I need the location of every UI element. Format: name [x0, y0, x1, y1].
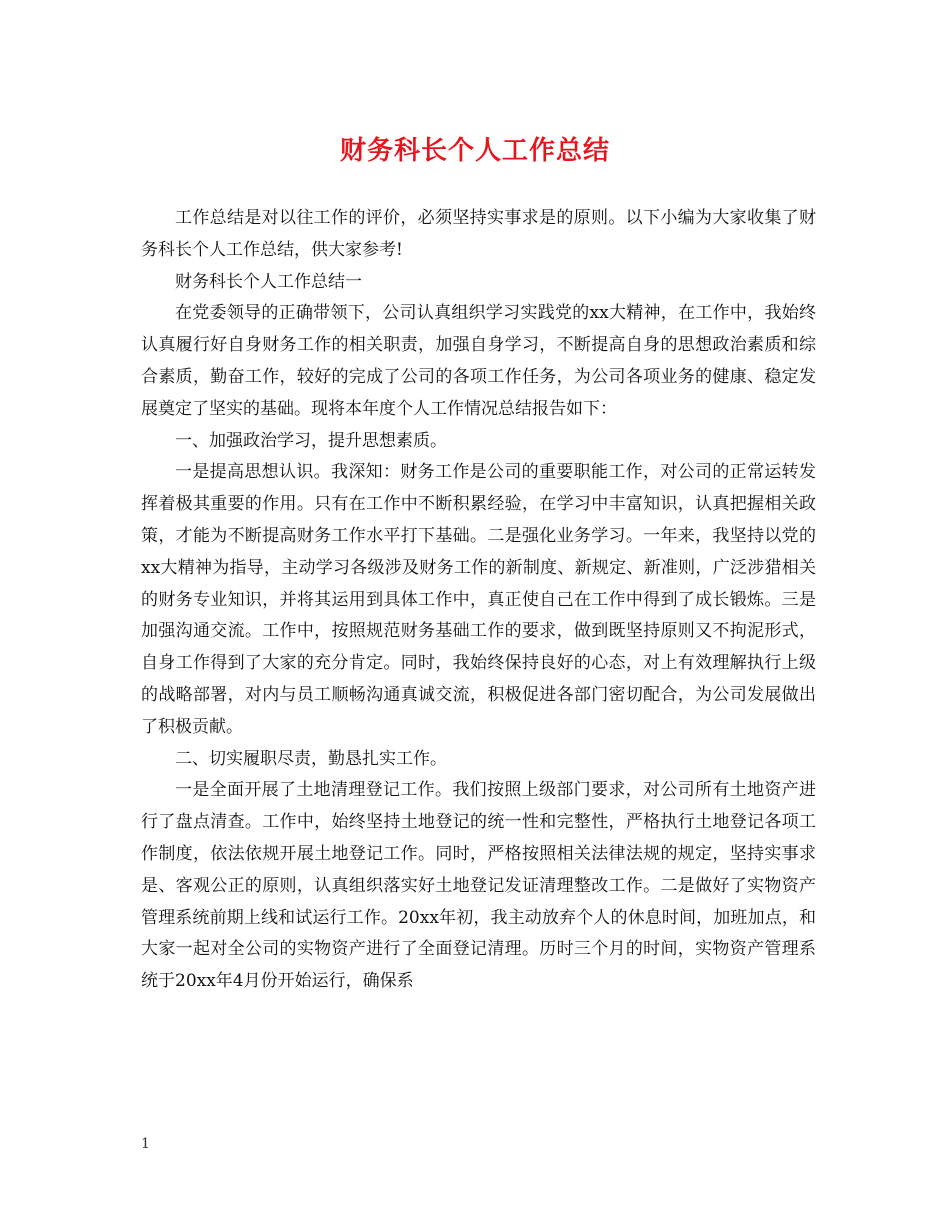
paragraph-body-2: 一是全面开展了土地清理登记工作。我们按照上级部门要求，对公司所有土地资产进行了盘点清查。工作中，始终坚持土地登记的统一性和完整性，严格执行土地登记各项工作制度，依法依规开展土地登记工作。同时，严格按照相关法律法规的规定，坚持实事求是、客观公正的原则，认真组织落实好土地登记发证清理整改工作。二是做好了实物资产管理系统前期上线和试运行工作。20xx年初，我主动放弃个人的休息时间，加班加点，和大家一起对全公司的实物资产进行了全面登记清理。历时三个月的时间，实物资产管理系统于20xx年4月份开始运行，确保系 — [141, 780, 816, 992]
page-number: 1 — [141, 1136, 150, 1152]
document-title: 财务科长个人工作总结 — [339, 136, 610, 166]
paragraph-heading-2: 二、切实履职尽责，勤恳扎实工作。 — [175, 748, 447, 769]
paragraph-overview: 在党委领导的正确带领下，公司认真组织学习实践党的xx大精神，在工作中，我始终认真履行好自身财务工作的相关职责，加强自身学习，不断提高自身的思想政治素质和综合素质，勤奋工作，较好的完成了公司的各项工作任务，为公司各项业务的健康、稳定发展奠定了坚实的基础。现将本年度个人工作情况总结报告如下： — [141, 303, 816, 419]
paragraph-section-heading: 财务科长个人工作总结一 — [175, 271, 362, 292]
paragraph-body-1: 一是提高思想认识。我深知：财务工作是公司的重要职能工作，对公司的正常运转发挥着极其重要的作用。只有在工作中不断积累经验，在学习中丰富知识，认真把握相关政策，才能为不断提高财务工作水平打下基础。二是强化业务学习。一年来，我坚持以党的xx大精神为指导，主动学习各级涉及财务工作的新制度、新规定、新准则，广泛涉猎相关的财务专业知识，并将其运用到具体工作中，真正使自己在工作中得到了成长锻炼。三是加强沟通交流。工作中，按照规范财务基础工作的要求，做到既坚持原则又不拘泥形式，自身工作得到了大家的充分肯定。同时，我始终保持良好的心态，对上有效理解执行上级的战略部署，对内与员工顺畅沟通真诚交流，积极促进各部门密切配合，为公司发展做出了积极贡献。 — [141, 462, 816, 737]
paragraph-intro: 工作总结是对以往工作的评价，必须坚持实事求是的原则。以下小编为大家收集了财务科长个人工作总结，供大家参考! — [141, 208, 816, 260]
paragraph-heading-1: 一、加强政治学习，提升思想素质。 — [175, 430, 447, 451]
document-body — [141, 203, 816, 998]
